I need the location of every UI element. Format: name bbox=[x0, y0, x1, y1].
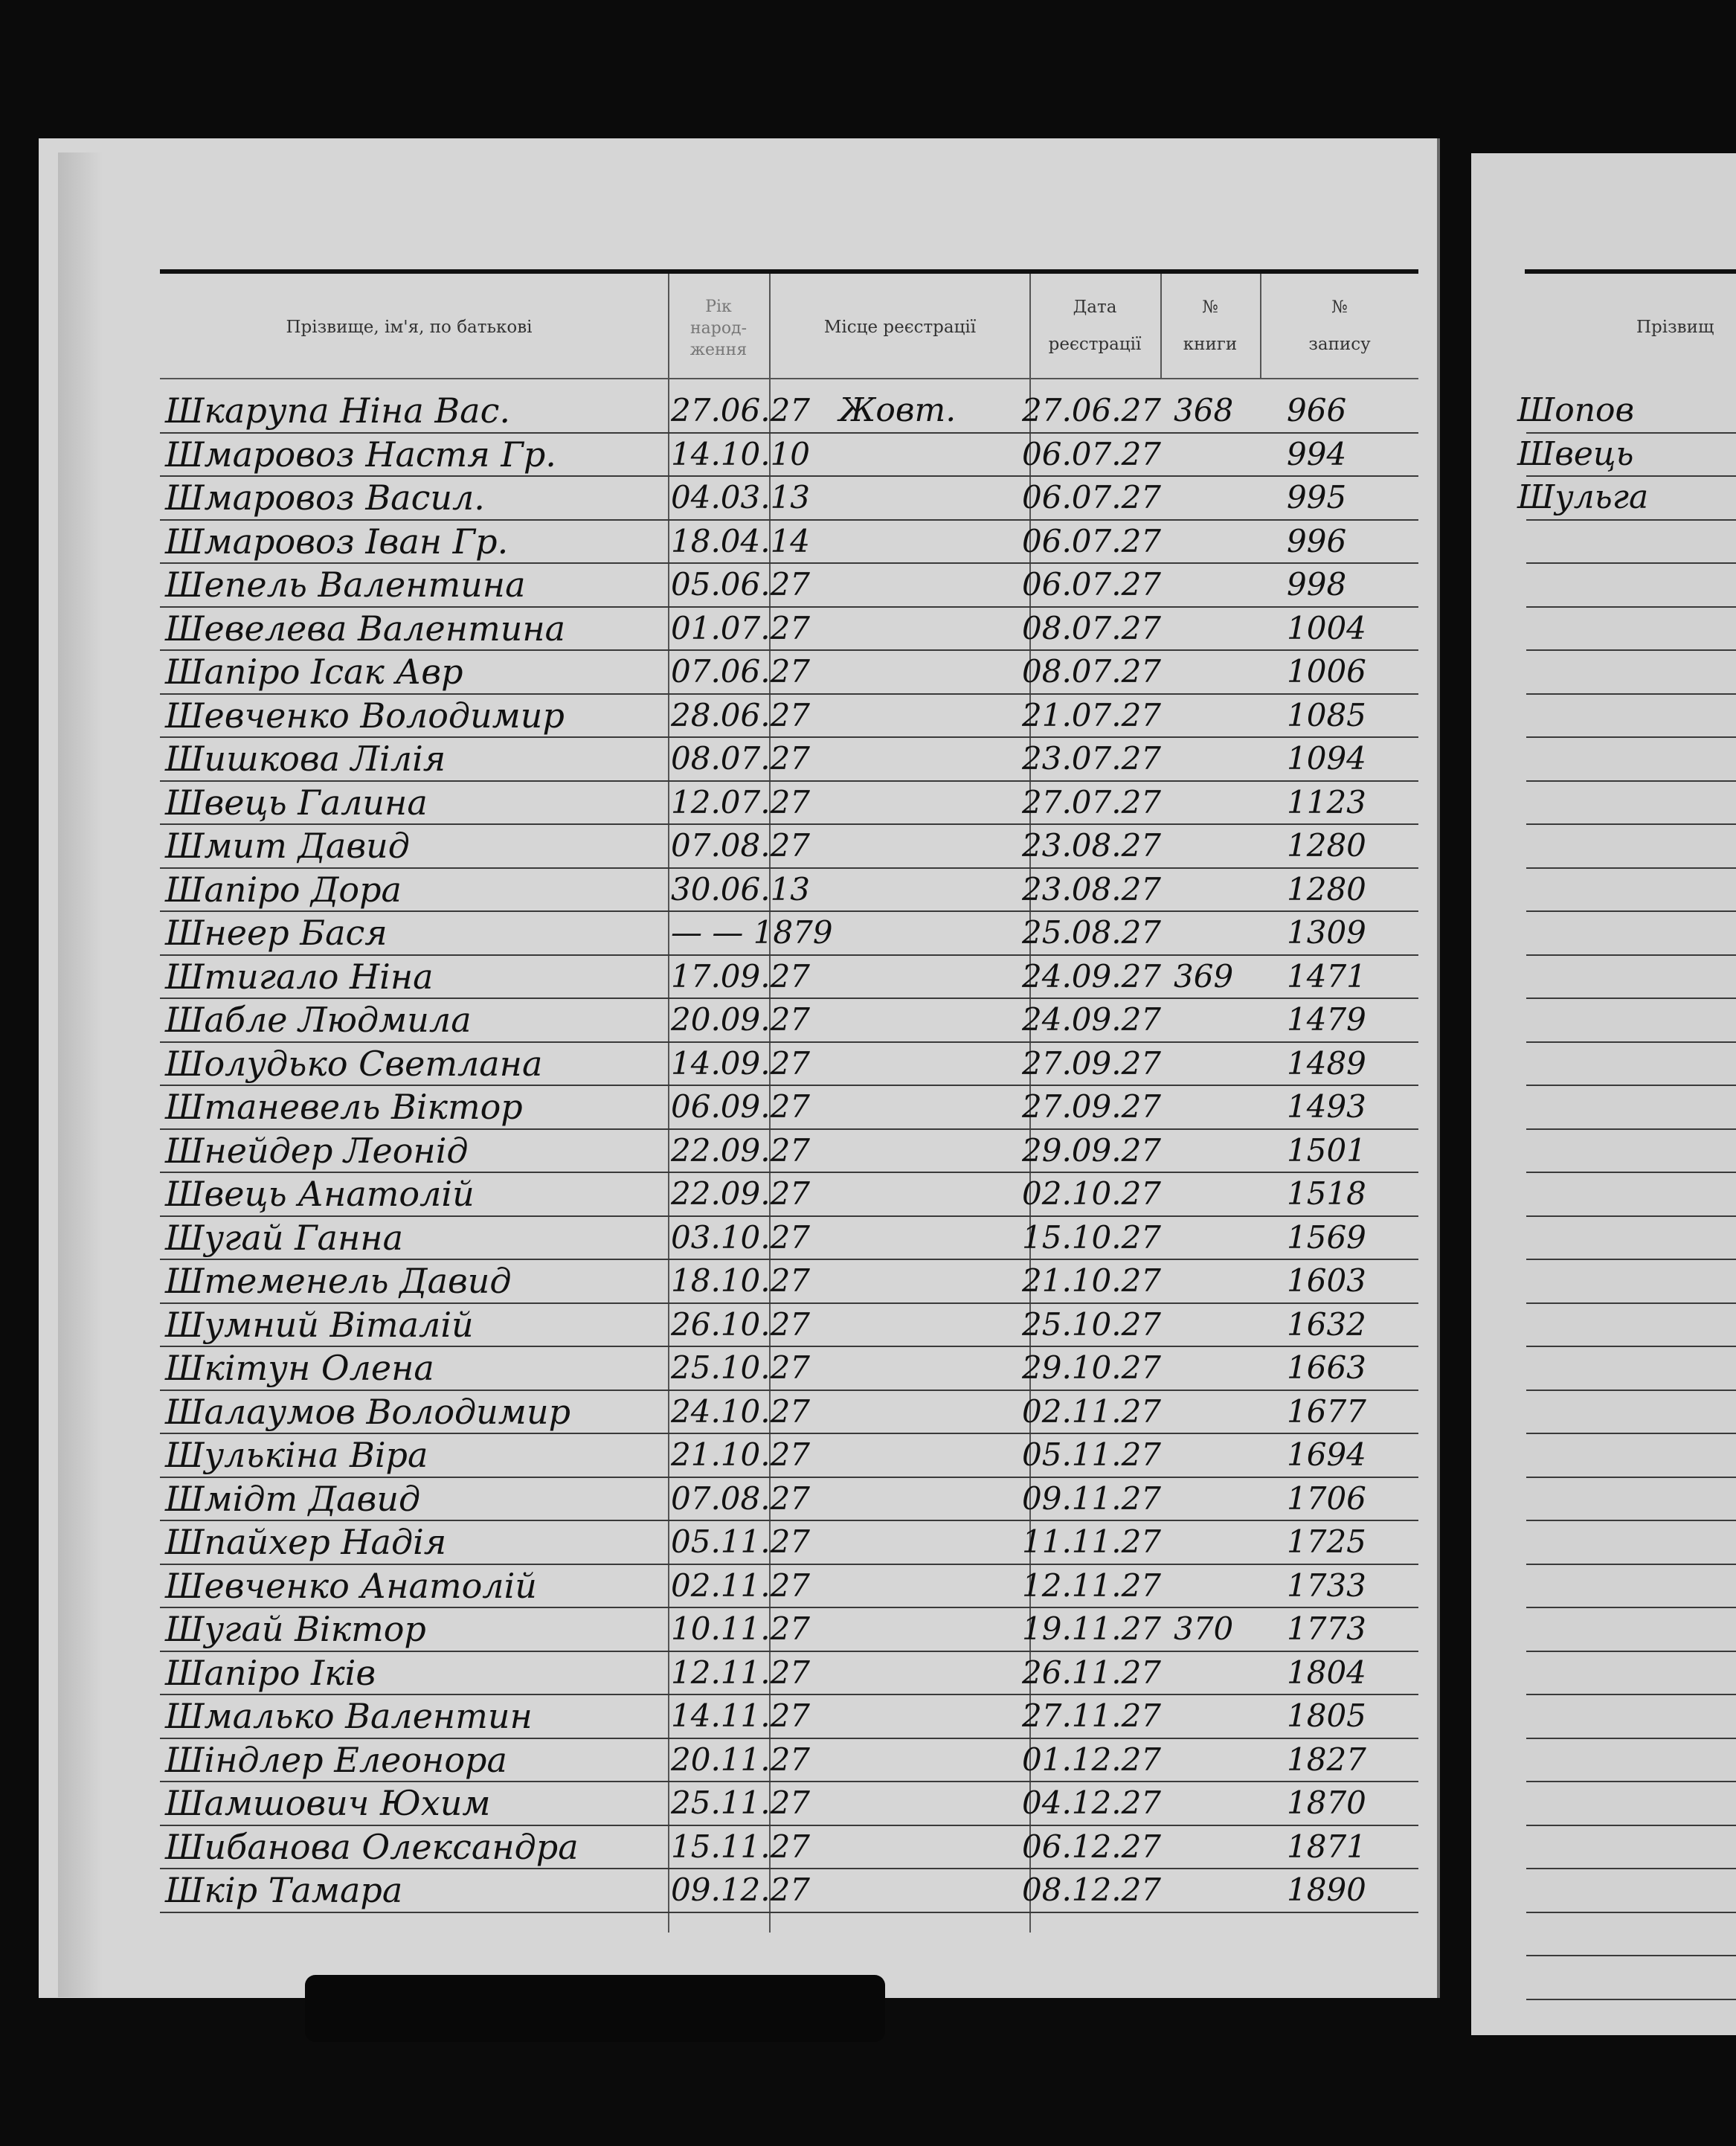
entry-name: Шапіро Дора bbox=[165, 869, 402, 910]
entry-reg-date: 27.09.27 bbox=[1022, 1088, 1162, 1125]
entry-record-no: 1827 bbox=[1287, 1741, 1366, 1778]
entry-record-no: 1603 bbox=[1287, 1262, 1366, 1299]
entry-record-no: 966 bbox=[1287, 392, 1347, 428]
entry-reg-date: 29.10.27 bbox=[1022, 1349, 1162, 1386]
adjacent-row-rule bbox=[1526, 562, 1736, 564]
entry-record-no: 1085 bbox=[1287, 696, 1366, 733]
entry-name: Швець Анатолій bbox=[165, 1174, 475, 1214]
adjacent-row-rule bbox=[1526, 1955, 1736, 1956]
entry-name: Шабле Людмила bbox=[165, 1000, 472, 1040]
entry-birth-date: 20.09.27 bbox=[671, 1001, 811, 1038]
entry-birth-date: 14.09.27 bbox=[671, 1044, 811, 1082]
adjacent-row-rule bbox=[1526, 519, 1736, 521]
entry-reg-date: 08.07.27 bbox=[1022, 653, 1162, 690]
entry-reg-date: 27.07.27 bbox=[1022, 783, 1162, 820]
entry-name: Шнейдер Леонід bbox=[165, 1130, 469, 1171]
entry-reg-date: 06.12.27 bbox=[1022, 1828, 1162, 1865]
entry-book-no: 370 bbox=[1174, 1610, 1234, 1647]
entry-name: Шкір Тамара bbox=[165, 1870, 403, 1910]
adjacent-header-rule bbox=[1525, 269, 1736, 274]
binding-tab bbox=[305, 1975, 885, 2042]
adjacent-row-rule bbox=[1526, 823, 1736, 825]
entry-birth-date: 12.11.27 bbox=[671, 1654, 811, 1691]
header-record-line1: № bbox=[1331, 298, 1348, 317]
entry-birth-date: 17.09.27 bbox=[671, 957, 811, 995]
adjacent-row-rule bbox=[1526, 1433, 1736, 1434]
entry-reg-date: 24.09.27 bbox=[1022, 957, 1162, 995]
header-birth-line3: ження bbox=[689, 341, 748, 359]
entry-name: Шолудько Светлана bbox=[165, 1043, 543, 1084]
entry-name: Шевченко Анатолій bbox=[165, 1565, 537, 1606]
adjacent-row-rule bbox=[1526, 1868, 1736, 1869]
entry-birth-date: 22.09.27 bbox=[671, 1175, 811, 1212]
header-record-line2: запису bbox=[1308, 335, 1371, 354]
entry-reg-date: 08.07.27 bbox=[1022, 609, 1162, 646]
entry-record-no: 998 bbox=[1287, 566, 1347, 603]
header-date-line2: реєстрації bbox=[1048, 335, 1142, 354]
adjacent-entry-name: Шопов bbox=[1517, 391, 1635, 429]
entry-record-no: 1094 bbox=[1287, 740, 1366, 777]
entry-birth-date: 03.10.27 bbox=[671, 1218, 811, 1256]
adjacent-row-rule bbox=[1526, 780, 1736, 782]
entry-reg-date: 27.09.27 bbox=[1022, 1044, 1162, 1082]
adjacent-row-rule bbox=[1526, 954, 1736, 956]
entry-record-no: 1663 bbox=[1287, 1349, 1366, 1386]
entry-reg-date: 29.09.27 bbox=[1022, 1131, 1162, 1169]
entry-name: Шіндлер Елеонора bbox=[165, 1739, 507, 1780]
column-divider-birth bbox=[668, 274, 669, 1933]
entry-name: Шамшович Юхим bbox=[165, 1783, 491, 1823]
entry-birth-date: 14.11.27 bbox=[671, 1697, 811, 1734]
header-top-rule bbox=[160, 269, 1418, 274]
page-edge-shadow bbox=[58, 152, 103, 1997]
entry-reg-date: 04.12.27 bbox=[1022, 1784, 1162, 1821]
entry-name: Шулькіна Віра bbox=[165, 1435, 428, 1475]
entry-reg-date: 24.09.27 bbox=[1022, 1001, 1162, 1038]
adjacent-row-rule bbox=[1526, 1738, 1736, 1739]
entry-name: Шапіро Ісак Авр bbox=[165, 652, 463, 692]
entry-birth-date: 07.06.27 bbox=[671, 653, 811, 690]
entry-reg-date: 15.10.27 bbox=[1022, 1218, 1162, 1256]
entry-birth-date: 30.06.13 bbox=[671, 870, 811, 907]
header-reg-date bbox=[1031, 296, 1159, 356]
adjacent-entry-name: Швець bbox=[1517, 434, 1634, 473]
entry-record-no: 1479 bbox=[1287, 1001, 1366, 1038]
entry-name: Штеменель Давид bbox=[165, 1261, 512, 1301]
entry-record-no: 1805 bbox=[1287, 1697, 1366, 1734]
entry-name: Шишкова Лілія bbox=[165, 739, 446, 779]
header-bottom-rule bbox=[160, 378, 1418, 379]
entry-reg-date: 05.11.27 bbox=[1022, 1436, 1162, 1473]
entry-record-no: 1773 bbox=[1287, 1610, 1366, 1647]
adjacent-row-rule bbox=[1526, 1346, 1736, 1347]
entry-name: Шалаумов Володимир bbox=[165, 1391, 571, 1432]
entry-birth-date: 06.09.27 bbox=[671, 1088, 811, 1125]
adjacent-row-rule bbox=[1526, 606, 1736, 608]
entry-record-no: 1890 bbox=[1287, 1872, 1366, 1908]
entry-birth-date: 28.06.27 bbox=[671, 696, 811, 733]
adjacent-row-rule bbox=[1526, 1564, 1736, 1565]
entry-name: Шугай Ганна bbox=[165, 1217, 404, 1258]
entry-reg-date: 12.11.27 bbox=[1022, 1567, 1162, 1604]
entry-record-no: 994 bbox=[1287, 435, 1347, 472]
entry-reg-date: 23.08.27 bbox=[1022, 827, 1162, 864]
entry-name: Шибанова Олександра bbox=[165, 1826, 579, 1867]
entry-birth-date: 08.07.27 bbox=[671, 740, 811, 777]
header-place: Місце реєстрації bbox=[823, 318, 977, 337]
adjacent-row-rule bbox=[1526, 1781, 1736, 1782]
entry-name: Швець Галина bbox=[165, 782, 428, 823]
entry-reg-date: 23.08.27 bbox=[1022, 870, 1162, 907]
entry-record-no: 1493 bbox=[1287, 1088, 1366, 1125]
entry-name: Штаневель Віктор bbox=[165, 1087, 523, 1127]
entry-name: Штигало Ніна bbox=[165, 956, 434, 997]
header-birth-line1: Рік bbox=[705, 298, 732, 316]
entry-name: Шугай Віктор bbox=[165, 1609, 426, 1649]
adjacent-row-rule bbox=[1526, 1128, 1736, 1130]
entry-reg-date: 06.07.27 bbox=[1022, 566, 1162, 603]
adjacent-entry-name: Шульга bbox=[1517, 478, 1649, 516]
adjacent-row-rule bbox=[1526, 1215, 1736, 1217]
entry-birth-date: 07.08.27 bbox=[671, 1480, 811, 1517]
entry-record-no: 1569 bbox=[1287, 1218, 1366, 1256]
entry-reg-date: 06.07.27 bbox=[1022, 435, 1162, 472]
header-book-no bbox=[1162, 296, 1258, 356]
entry-record-no: 1489 bbox=[1287, 1044, 1366, 1082]
header-birth-year bbox=[669, 296, 768, 361]
entry-record-no: 1725 bbox=[1287, 1523, 1366, 1560]
entry-book-no: 368 bbox=[1174, 392, 1234, 428]
adjacent-row-rule bbox=[1526, 1520, 1736, 1521]
adjacent-row-rule bbox=[1526, 1694, 1736, 1695]
entry-name: Шепель Валентина bbox=[165, 565, 526, 605]
entry-place: Жовт. bbox=[839, 391, 957, 429]
entry-record-no: 1518 bbox=[1287, 1175, 1366, 1212]
entry-record-no: 1471 bbox=[1287, 957, 1366, 995]
entry-birth-date: 09.12.27 bbox=[671, 1872, 811, 1908]
entry-record-no: 1280 bbox=[1287, 827, 1366, 864]
entry-record-no: 1694 bbox=[1287, 1436, 1366, 1473]
entry-reg-date: 25.10.27 bbox=[1022, 1305, 1162, 1343]
entry-reg-date: 27.11.27 bbox=[1022, 1697, 1162, 1734]
entry-name: Шмит Давид bbox=[165, 826, 410, 866]
entry-record-no: 1677 bbox=[1287, 1392, 1366, 1430]
entry-reg-date: 19.11.27 bbox=[1022, 1610, 1162, 1647]
entry-record-no: 1733 bbox=[1287, 1567, 1366, 1604]
adjacent-row-rule bbox=[1526, 1172, 1736, 1173]
adjacent-row-rule bbox=[1526, 1302, 1736, 1304]
row-rule bbox=[160, 1912, 1418, 1913]
entry-record-no: 995 bbox=[1287, 479, 1347, 515]
entry-reg-date: 26.11.27 bbox=[1022, 1654, 1162, 1691]
entry-reg-date: 02.11.27 bbox=[1022, 1392, 1162, 1430]
entry-reg-date: 06.07.27 bbox=[1022, 522, 1162, 559]
entry-birth-date: 25.10.27 bbox=[671, 1349, 811, 1386]
entry-name: Шмаровоз Настя Гр. bbox=[165, 434, 556, 475]
entry-reg-date: 25.08.27 bbox=[1022, 914, 1162, 951]
entry-birth-date: 14.10.10 bbox=[671, 435, 811, 472]
adjacent-row-rule bbox=[1526, 1259, 1736, 1260]
entry-birth-date: 01.07.27 bbox=[671, 609, 811, 646]
header-birth-line2: народ- bbox=[689, 319, 748, 338]
entry-birth-date: 20.11.27 bbox=[671, 1741, 811, 1778]
entry-reg-date: 09.11.27 bbox=[1022, 1480, 1162, 1517]
adjacent-row-rule bbox=[1526, 1912, 1736, 1913]
entry-birth-date: 24.10.27 bbox=[671, 1392, 811, 1430]
entry-record-no: 1632 bbox=[1287, 1305, 1366, 1343]
adjacent-row-rule bbox=[1526, 997, 1736, 999]
entry-name: Шмаровоз Васил. bbox=[165, 478, 485, 518]
header-book-line1: № bbox=[1202, 298, 1218, 317]
adjacent-row-rule bbox=[1526, 1651, 1736, 1652]
entry-reg-date: 21.10.27 bbox=[1022, 1262, 1162, 1299]
entry-birth-date: 18.04.14 bbox=[671, 522, 811, 559]
entry-birth-date: 10.11.27 bbox=[671, 1610, 811, 1647]
entry-record-no: 1004 bbox=[1287, 609, 1366, 646]
entry-name: Шмаровоз Іван Гр. bbox=[165, 521, 509, 562]
entry-reg-date: 21.07.27 bbox=[1022, 696, 1162, 733]
entry-birth-date: 26.10.27 bbox=[671, 1305, 811, 1343]
entry-record-no: 1706 bbox=[1287, 1480, 1366, 1517]
adjacent-row-rule bbox=[1526, 1477, 1736, 1478]
entry-reg-date: 27.06.27 bbox=[1022, 392, 1162, 428]
entry-reg-date: 23.07.27 bbox=[1022, 740, 1162, 777]
entry-name: Шевченко Володимир bbox=[165, 695, 565, 736]
entry-birth-date: 04.03.13 bbox=[671, 479, 811, 515]
entry-birth-date: — — 1879 bbox=[671, 914, 833, 951]
entry-birth-date: 15.11.27 bbox=[671, 1828, 811, 1865]
entry-name: Шкарупа Ніна Вас. bbox=[165, 391, 510, 431]
entry-name: Шкітун Олена bbox=[165, 1348, 434, 1388]
adjacent-row-rule bbox=[1526, 867, 1736, 869]
entry-birth-date: 25.11.27 bbox=[671, 1784, 811, 1821]
entry-book-no: 369 bbox=[1174, 957, 1234, 995]
header-date-line1: Дата bbox=[1073, 298, 1117, 317]
entry-name: Шпайхер Надія bbox=[165, 1522, 447, 1562]
header-record-no bbox=[1261, 296, 1418, 356]
entry-record-no: 1123 bbox=[1287, 783, 1366, 820]
adjacent-row-rule bbox=[1526, 649, 1736, 651]
entry-reg-date: 06.07.27 bbox=[1022, 479, 1162, 515]
adjacent-row-rule bbox=[1526, 1825, 1736, 1826]
entry-record-no: 1804 bbox=[1287, 1654, 1366, 1691]
entry-birth-date: 02.11.27 bbox=[671, 1567, 811, 1604]
adjacent-row-rule bbox=[1526, 1390, 1736, 1391]
header-name: Прізвище, ім'я, по батькові bbox=[286, 318, 533, 337]
adjacent-header-name: Прізвищ bbox=[1636, 318, 1714, 337]
adjacent-row-rule bbox=[1526, 1041, 1736, 1043]
entry-record-no: 996 bbox=[1287, 522, 1347, 559]
entry-name: Шевелева Валентина bbox=[165, 608, 566, 649]
entry-record-no: 1871 bbox=[1287, 1828, 1366, 1865]
entry-record-no: 1309 bbox=[1287, 914, 1366, 951]
entry-birth-date: 21.10.27 bbox=[671, 1436, 811, 1473]
entry-record-no: 1006 bbox=[1287, 653, 1366, 690]
entry-reg-date: 11.11.27 bbox=[1022, 1523, 1162, 1560]
entry-birth-date: 12.07.27 bbox=[671, 783, 811, 820]
entry-birth-date: 07.08.27 bbox=[671, 827, 811, 864]
adjacent-row-rule bbox=[1526, 910, 1736, 912]
adjacent-row-rule bbox=[1526, 1999, 1736, 2000]
entry-reg-date: 01.12.27 bbox=[1022, 1741, 1162, 1778]
adjacent-row-rule bbox=[1526, 736, 1736, 738]
entry-name: Шнеер Бася bbox=[165, 913, 388, 953]
adjacent-row-rule bbox=[1526, 693, 1736, 695]
entry-name: Шумний Віталій bbox=[165, 1304, 474, 1345]
entry-reg-date: 02.10.27 bbox=[1022, 1175, 1162, 1212]
entry-birth-date: 18.10.27 bbox=[671, 1262, 811, 1299]
header-book-line2: книги bbox=[1183, 335, 1238, 354]
entry-birth-date: 05.06.27 bbox=[671, 566, 811, 603]
adjacent-row-rule bbox=[1526, 1607, 1736, 1608]
entry-reg-date: 08.12.27 bbox=[1022, 1872, 1162, 1908]
entry-birth-date: 05.11.27 bbox=[671, 1523, 811, 1560]
entry-name: Шмідт Давид bbox=[165, 1478, 421, 1519]
entry-record-no: 1870 bbox=[1287, 1784, 1366, 1821]
adjacent-row-rule bbox=[1526, 1085, 1736, 1086]
entry-birth-date: 27.06.27 bbox=[671, 392, 811, 428]
entry-name: Шапіро Іків bbox=[165, 1652, 376, 1693]
entry-record-no: 1280 bbox=[1287, 870, 1366, 907]
entry-name: Шмалько Валентин bbox=[165, 1696, 533, 1736]
entry-record-no: 1501 bbox=[1287, 1131, 1366, 1169]
entry-birth-date: 22.09.27 bbox=[671, 1131, 811, 1169]
